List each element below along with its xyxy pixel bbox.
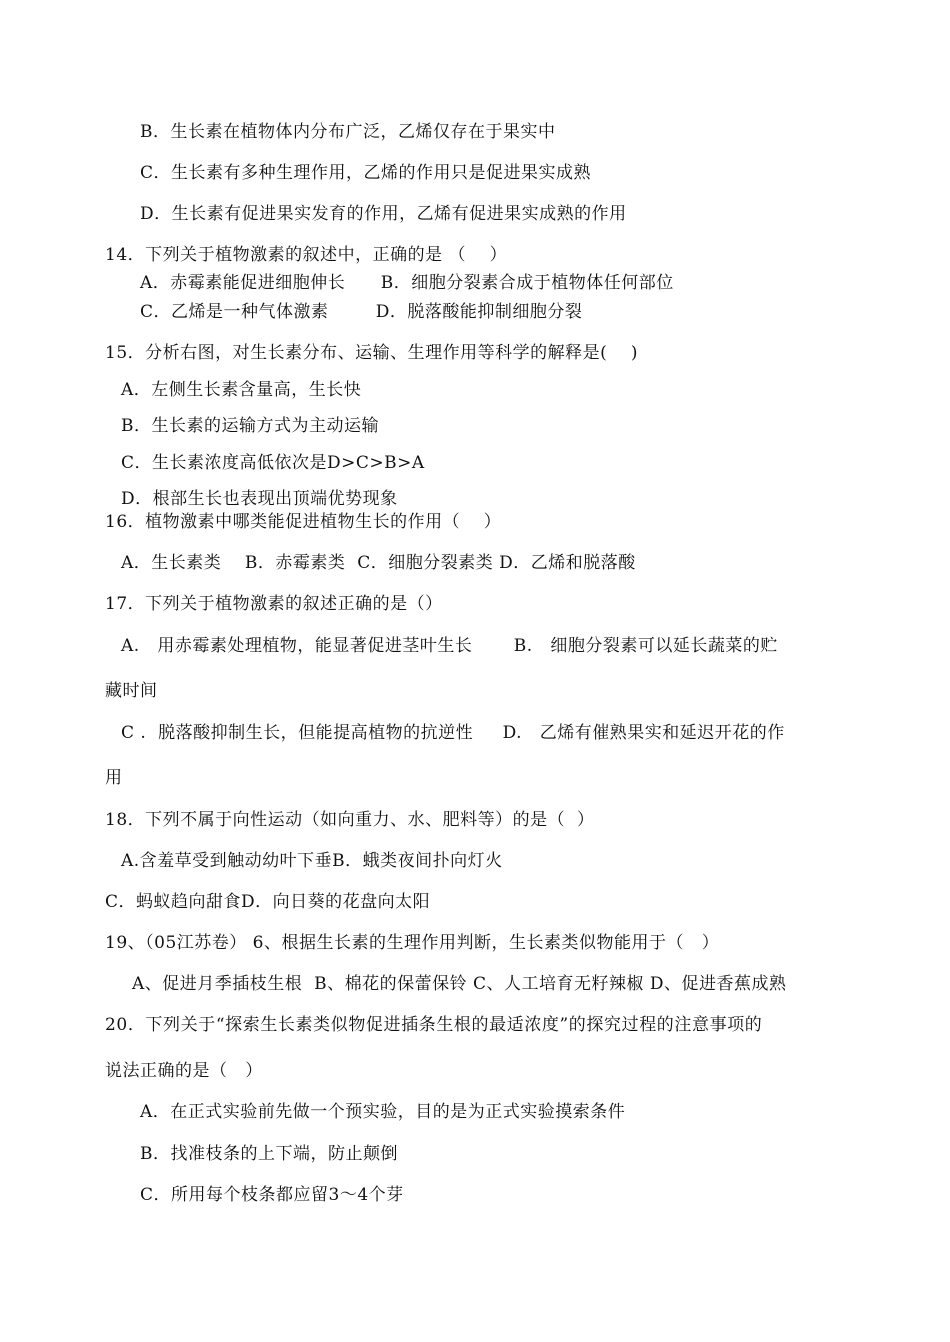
question-20-continued: 说法正确的是（ ） xyxy=(105,1061,263,1081)
q17-options-ab: A. 用赤霉素处理植物，能显著促进茎叶生长 B. 细胞分裂素可以延长蔬菜的贮 xyxy=(121,636,778,656)
q20-option-b: B．找准枝条的上下端，防止颠倒 xyxy=(140,1144,398,1164)
q19-options: A、促进月季插枝生根 B、棉花的保蕾保铃 C、人工培育无籽辣椒 D、促进香蕉成熟 xyxy=(132,974,787,994)
q18-options-ab: A.含羞草受到触动幼叶下垂B．蛾类夜间扑向灯火 xyxy=(121,851,503,871)
q17-option-d-continued: 用 xyxy=(105,768,123,788)
q14-options-cd: C．乙烯是一种气体激素 D．脱落酸能抑制细胞分裂 xyxy=(140,302,583,322)
q18-options-cd: C．蚂蚁趋向甜食D．向日葵的花盘向太阳 xyxy=(105,892,431,912)
q15-option-c: C．生长素浓度高低依次是D>C>B>A xyxy=(121,453,425,473)
q14-options-ab: A．赤霉素能促进细胞伸长 B．细胞分裂素合成于植物体任何部位 xyxy=(140,273,674,293)
question-15: 15．分析右图，对生长素分布、运输、生理作用等科学的解释是( ) xyxy=(105,343,639,363)
question-18: 18．下列不属于向性运动（如向重力、水、肥料等）的是（ ） xyxy=(105,810,595,830)
q13-option-c: C．生长素有多种生理作用，乙烯的作用只是促进果实成熟 xyxy=(140,163,592,183)
question-20: 20．下列关于“探索生长素类似物促进插条生根的最适浓度”的探究过程的注意事项的 xyxy=(105,1015,763,1035)
q17-options-cd: C . 脱落酸抑制生长，但能提高植物的抗逆性 D. 乙烯有催熟果实和延迟开花的作 xyxy=(121,723,785,743)
q16-options: A．生长素类 B．赤霉素类 C．细胞分裂素类 D．乙烯和脱落酸 xyxy=(121,553,636,573)
q13-option-b: B．生长素在植物体内分布广泛，乙烯仅存在于果实中 xyxy=(140,122,556,142)
q15-option-a: A．左侧生长素含量高，生长快 xyxy=(121,380,362,400)
question-19: 19、（05江苏卷） 6、根据生长素的生理作用判断，生长素类似物能用于（ ） xyxy=(105,933,720,953)
q15-option-b: B．生长素的运输方式为主动运输 xyxy=(121,416,379,436)
question-14: 14．下列关于植物激素的叙述中，正确的是 （ ） xyxy=(105,245,508,265)
question-16: 16．植物激素中哪类能促进植物生长的作用（ ） xyxy=(105,512,502,532)
q13-option-d: D．生长素有促进果实发育的作用，乙烯有促进果实成熟的作用 xyxy=(140,204,627,224)
question-17: 17．下列关于植物激素的叙述正确的是（） xyxy=(105,594,443,614)
q17-option-b-continued: 藏时间 xyxy=(105,681,158,701)
q20-option-c: C．所用每个枝条都应留3～4个芽 xyxy=(140,1185,404,1205)
q20-option-a: A．在正式实验前先做一个预实验，目的是为正式实验摸索条件 xyxy=(140,1102,626,1122)
q15-option-d: D．根部生长也表现出顶端优势现象 xyxy=(121,489,398,509)
